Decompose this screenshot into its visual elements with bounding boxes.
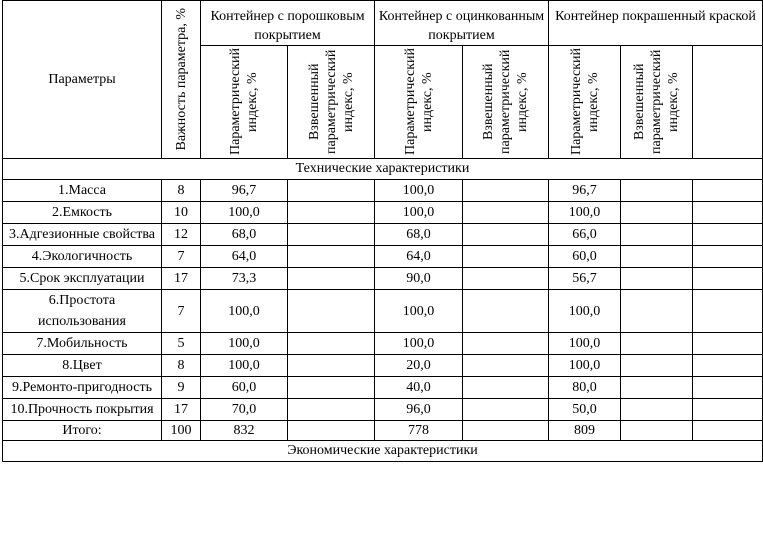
table-row bbox=[3, 333, 763, 355]
row-weighted-galvanized bbox=[463, 355, 549, 377]
row-weighted-powder bbox=[288, 421, 375, 441]
row-extra bbox=[693, 268, 763, 290]
row-name: 2.Емкость bbox=[3, 202, 162, 224]
row-weight: 8 bbox=[162, 180, 201, 202]
row-value-galvanized: 20,0 bbox=[375, 355, 463, 377]
row-value-powder: 96,7 bbox=[201, 180, 288, 202]
row-weight: 8 bbox=[162, 355, 201, 377]
group-header-painted: Контейнер покрашенный краской bbox=[549, 1, 763, 46]
row-value-painted: 50,0 bbox=[549, 399, 621, 421]
row-extra bbox=[693, 355, 763, 377]
row-weighted-painted bbox=[621, 290, 693, 333]
row-value-painted: 80,0 bbox=[549, 377, 621, 399]
row-name: 1.Масса bbox=[3, 180, 162, 202]
row-weighted-powder bbox=[288, 246, 375, 268]
row-value-powder: 832 bbox=[201, 421, 288, 441]
row-name: 7.Мобильность bbox=[3, 333, 162, 355]
row-extra bbox=[693, 202, 763, 224]
group-header-powder: Контейнер с порошковым покрытием bbox=[201, 1, 375, 46]
row-extra bbox=[693, 246, 763, 268]
table-row bbox=[3, 268, 763, 290]
row-weighted-painted bbox=[621, 421, 693, 441]
row-name: 6.Простота использования bbox=[3, 290, 162, 333]
row-value-galvanized: 100,0 bbox=[375, 180, 463, 202]
section-econ: Экономические характеристики bbox=[3, 441, 763, 462]
row-weighted-powder bbox=[288, 377, 375, 399]
row-value-painted: 100,0 bbox=[549, 355, 621, 377]
row-value-galvanized: 68,0 bbox=[375, 224, 463, 246]
row-name: 8.Цвет bbox=[3, 355, 162, 377]
row-weighted-powder bbox=[288, 202, 375, 224]
row-weighted-powder bbox=[288, 268, 375, 290]
row-name: Итого: bbox=[3, 421, 162, 441]
row-value-powder: 64,0 bbox=[201, 246, 288, 268]
row-weight: 5 bbox=[162, 333, 201, 355]
row-value-galvanized: 90,0 bbox=[375, 268, 463, 290]
row-weighted-galvanized bbox=[463, 224, 549, 246]
table-row bbox=[3, 246, 763, 268]
row-weighted-galvanized bbox=[463, 333, 549, 355]
param-index-header: Параметрический индекс, % bbox=[549, 46, 621, 159]
row-extra bbox=[693, 421, 763, 441]
row-value-painted: 60,0 bbox=[549, 246, 621, 268]
row-weighted-galvanized bbox=[463, 377, 549, 399]
row-weighted-powder bbox=[288, 333, 375, 355]
row-weighted-powder bbox=[288, 290, 375, 333]
row-name: 3.Адгезионные свойства bbox=[3, 224, 162, 246]
section-tech: Технические характеристики bbox=[3, 159, 763, 180]
row-value-powder: 60,0 bbox=[201, 377, 288, 399]
row-weighted-powder bbox=[288, 180, 375, 202]
row-weight: 10 bbox=[162, 202, 201, 224]
row-weighted-painted bbox=[621, 268, 693, 290]
row-weight: 17 bbox=[162, 399, 201, 421]
row-weighted-painted bbox=[621, 224, 693, 246]
row-value-powder: 70,0 bbox=[201, 399, 288, 421]
row-weighted-painted bbox=[621, 246, 693, 268]
row-value-powder: 73,3 bbox=[201, 268, 288, 290]
row-weight: 7 bbox=[162, 290, 201, 333]
row-extra bbox=[693, 290, 763, 333]
params-header: Параметры bbox=[3, 1, 162, 159]
weighted-index-header: Взвешенный параметрический индекс, % bbox=[463, 46, 549, 159]
row-value-painted: 809 bbox=[549, 421, 621, 441]
row-value-powder: 100,0 bbox=[201, 202, 288, 224]
row-value-painted: 66,0 bbox=[549, 224, 621, 246]
param-index-header: Параметрический индекс, % bbox=[375, 46, 463, 159]
row-weighted-galvanized bbox=[463, 246, 549, 268]
parameters-table bbox=[2, 0, 763, 462]
row-weight: 9 bbox=[162, 377, 201, 399]
table-row bbox=[3, 224, 763, 246]
row-value-painted: 100,0 bbox=[549, 202, 621, 224]
row-extra bbox=[693, 333, 763, 355]
row-extra bbox=[693, 399, 763, 421]
row-value-galvanized: 778 bbox=[375, 421, 463, 441]
row-name: 4.Экологичность bbox=[3, 246, 162, 268]
table-row bbox=[3, 290, 763, 333]
param-index-header: Параметрический индекс, % bbox=[201, 46, 288, 159]
row-value-powder: 100,0 bbox=[201, 355, 288, 377]
row-weighted-galvanized bbox=[463, 421, 549, 441]
weighted-index-header: Взвешенный параметрический индекс, % bbox=[288, 46, 375, 159]
row-weighted-powder bbox=[288, 224, 375, 246]
row-weighted-galvanized bbox=[463, 202, 549, 224]
row-name: 5.Срок эксплуатации bbox=[3, 268, 162, 290]
table-row bbox=[3, 399, 763, 421]
row-name: 10.Прочность покрытия bbox=[3, 399, 162, 421]
row-weighted-powder bbox=[288, 399, 375, 421]
table-row bbox=[3, 202, 763, 224]
table-row bbox=[3, 355, 763, 377]
row-value-painted: 56,7 bbox=[549, 268, 621, 290]
row-value-painted: 100,0 bbox=[549, 290, 621, 333]
weighted-index-header: Взвешенный параметрический индекс, % bbox=[621, 46, 693, 159]
row-weighted-galvanized bbox=[463, 290, 549, 333]
extra-column-header bbox=[693, 46, 763, 159]
row-extra bbox=[693, 180, 763, 202]
row-weight: 7 bbox=[162, 246, 201, 268]
row-weight: 12 bbox=[162, 224, 201, 246]
row-weighted-powder bbox=[288, 355, 375, 377]
row-weighted-painted bbox=[621, 180, 693, 202]
row-weighted-painted bbox=[621, 202, 693, 224]
row-value-galvanized: 100,0 bbox=[375, 290, 463, 333]
group-header-galvanized: Контейнер с оцинкованным покрытием bbox=[375, 1, 549, 46]
table-row bbox=[3, 377, 763, 399]
row-value-galvanized: 96,0 bbox=[375, 399, 463, 421]
row-weighted-galvanized bbox=[463, 268, 549, 290]
row-value-galvanized: 40,0 bbox=[375, 377, 463, 399]
row-weight: 100 bbox=[162, 421, 201, 441]
row-value-powder: 100,0 bbox=[201, 290, 288, 333]
total-row bbox=[3, 421, 763, 441]
row-weighted-painted bbox=[621, 377, 693, 399]
row-weighted-painted bbox=[621, 399, 693, 421]
row-value-galvanized: 100,0 bbox=[375, 333, 463, 355]
row-weighted-painted bbox=[621, 355, 693, 377]
row-value-painted: 100,0 bbox=[549, 333, 621, 355]
row-extra bbox=[693, 377, 763, 399]
row-weighted-galvanized bbox=[463, 180, 549, 202]
row-value-powder: 68,0 bbox=[201, 224, 288, 246]
row-value-painted: 96,7 bbox=[549, 180, 621, 202]
row-value-powder: 100,0 bbox=[201, 333, 288, 355]
row-weighted-painted bbox=[621, 333, 693, 355]
table-row bbox=[3, 180, 763, 202]
row-weighted-galvanized bbox=[463, 399, 549, 421]
row-value-galvanized: 100,0 bbox=[375, 202, 463, 224]
row-weight: 17 bbox=[162, 268, 201, 290]
row-name: 9.Ремонто-пригодность bbox=[3, 377, 162, 399]
row-extra bbox=[693, 224, 763, 246]
row-value-galvanized: 64,0 bbox=[375, 246, 463, 268]
weight-header: Важность параметра, % bbox=[162, 1, 201, 159]
